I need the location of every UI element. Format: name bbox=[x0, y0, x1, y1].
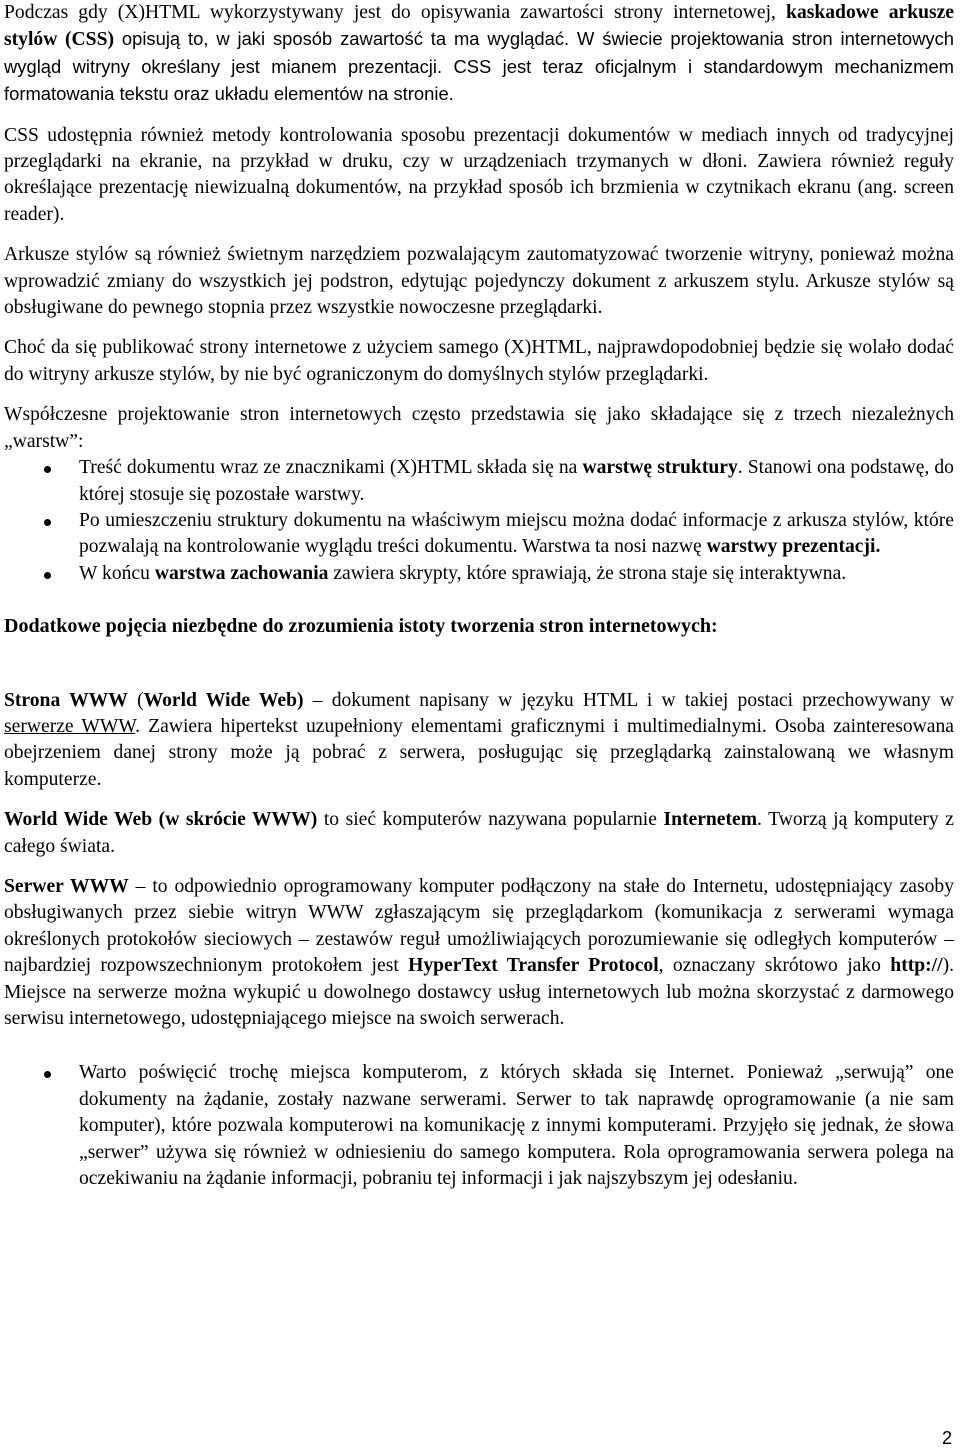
document-page bbox=[4, 0, 954, 1192]
definition-world-wide-web bbox=[4, 807, 954, 860]
paragraph-css-intro bbox=[4, 0, 954, 109]
section-heading: Dodatkowe pojęcia niezbędne do zrozumienia istoty tworzenia stron internetowych: bbox=[4, 615, 718, 638]
text: zawiera skrypty, które sprawiają, że strona staje się interaktywna. bbox=[328, 562, 847, 584]
bold-term: Serwer WWW bbox=[4, 875, 129, 897]
text: Po umieszczeniu struktury dokumentu na właściwym miejscu można dodać informacje z arkusza stylów, które pozwalają na kontrolowanie wyglądu treści dokumentu. Warstwa ta nosi nazwę bbox=[79, 509, 954, 558]
text: ). Miejsce na serwerze można wykupić u dowolnego dostawcy usług internetowych lub można skorzystać z darmowego serwisu internetowego, udostępniającego miejsce na swoich serwerach. bbox=[4, 955, 954, 1029]
bold-term: warstwy prezentacji. bbox=[706, 536, 881, 558]
text: Warto poświęcić trochę miejsca komputerom, z których składa się Internet. Ponieważ „serwują” one dokumenty na żądanie, zostały nazwane serwerami. Serwer to tak naprawdę oprogramowanie (a nie sam komputer), które pozwala komputerowi na komunikację z innymi komputerami. Przyjęło się jednak, że słowa „serwer” używa się również w odniesieniu do samego komputera. Rola oprogramowania serwera polega na oczekiwaniu na żądanie informacji, pobraniu tej informacji i jak najszybszym jej odesłaniu. bbox=[79, 1062, 954, 1190]
text: Podczas gdy (X)HTML wykorzystywany jest do opisywania zawartości strony internetowej, bbox=[4, 2, 776, 23]
bold-term: warstwę struktury bbox=[582, 457, 738, 479]
text: opisują to, w jaki sposób zawartość ta ma wyglądać. W świecie projektowania stron internetowych wygląd witryny określany jest mianem prezentacji. CSS jest teraz oficjalnym i standardowym mechanizmem formatowania tekstu oraz układu elementów na stronie. bbox=[4, 28, 954, 105]
definition-strona-www bbox=[4, 688, 954, 794]
text: – to odpowiednio oprogramowany komputer podłączony na stałe do Internetu, udostępniający zasoby obsługiwanych przez siebie witryn WWW zgłaszającym się przeglądarkom (komunikacja z serwerami wymaga określonych protokołów sieciowych – zestawów reguł umożliwiających porozumiewanie się odległych komputerów – najbardziej rozpowszechnionym protokołem jest bbox=[4, 875, 954, 977]
text: W końcu bbox=[79, 562, 155, 584]
page-number: 2 bbox=[941, 1428, 952, 1448]
list-item bbox=[4, 508, 954, 561]
bullet-icon bbox=[44, 1071, 51, 1078]
list-item bbox=[4, 1060, 954, 1192]
layers-list bbox=[4, 455, 954, 587]
bullet-icon bbox=[44, 572, 51, 579]
bullet-icon bbox=[44, 519, 51, 526]
bold-term: World Wide Web (w skrócie WWW) bbox=[4, 809, 318, 831]
bold-term: warstwa zachowania bbox=[154, 562, 329, 584]
bold-term: Internetem bbox=[663, 809, 758, 831]
paragraph-publishing: Choć da się publikować strony internetowe z użyciem samego (X)HTML, najprawdopodobniej będzie się wolało dodać do witryny arkusze stylów, by nie być ograniczonym do domyślnych stylów przeglądarki. bbox=[4, 337, 954, 385]
list-item bbox=[4, 455, 954, 508]
paragraph-layers-intro: Współczesne projektowanie stron internetowych często przedstawia się jako składające się z trzech niezależnych „warstw”: bbox=[4, 404, 954, 452]
bold-term: kaskadowe arkusze stylów (CSS) bbox=[4, 2, 955, 51]
text: . Stanowi ona podstawę, do której stosuje się pozostałe warstwy. bbox=[79, 457, 954, 505]
paragraph-stylesheets: Arkusze stylów są również świetnym narzędziem pozwalającym zautomatyzować tworzenie witryny, ponieważ można wprowadzić zmiany do wszystkich jej podstron, edytując pojedynczy dokument z arkuszem stylu. Arkusze stylów są obsługiwane do pewnego stopnia przez wszystkie nowoczesne przeglądarki. bbox=[4, 244, 954, 319]
text: – dokument napisany w języku HTML i w takiej postaci przechowywany w bbox=[303, 689, 954, 711]
text: , oznaczany skrótowo jako bbox=[658, 955, 891, 977]
bold-term: Strona WWW bbox=[4, 689, 128, 711]
bold-term: http:// bbox=[890, 955, 943, 977]
text: . Tworzą ją komputery z całego świata. bbox=[4, 809, 954, 857]
bold-term: World Wide Web) bbox=[143, 689, 304, 711]
note-list bbox=[4, 1060, 954, 1192]
text: to sieć komputerów nazywana popularnie bbox=[317, 809, 664, 831]
bullet-icon bbox=[44, 466, 51, 473]
serwer-www-link[interactable]: serwerze WWW bbox=[4, 715, 136, 737]
text: ( bbox=[127, 689, 144, 711]
paragraph-css-media: CSS udostępnia również metody kontrolowania sposobu prezentacji dokumentów w mediach innych od tradycyjnej przeglądarki na ekranie, na przykład w druku, czy w urządzeniach trzymanych w dłoni. Zawiera również reguły określające prezentację niewizualną dokumentów, na przykład sposób ich brzmienia w czytnikach ekranu (ang. screen reader). bbox=[4, 124, 954, 225]
list-item bbox=[4, 561, 954, 587]
definition-serwer-www bbox=[4, 874, 954, 1032]
text: Treść dokumentu wraz ze znacznikami (X)HTML składa się na bbox=[79, 457, 583, 479]
bold-term: HyperText Transfer Protocol bbox=[408, 955, 659, 977]
text: . Zawiera hipertekst uzupełniony elementami graficznymi i multimedialnymi. Osoba zainteresowana obejrzeniem danej strony może ją pobrać z serwera, posługując się przeglądarką zainstalowaną we własnym komputerze. bbox=[4, 715, 954, 790]
